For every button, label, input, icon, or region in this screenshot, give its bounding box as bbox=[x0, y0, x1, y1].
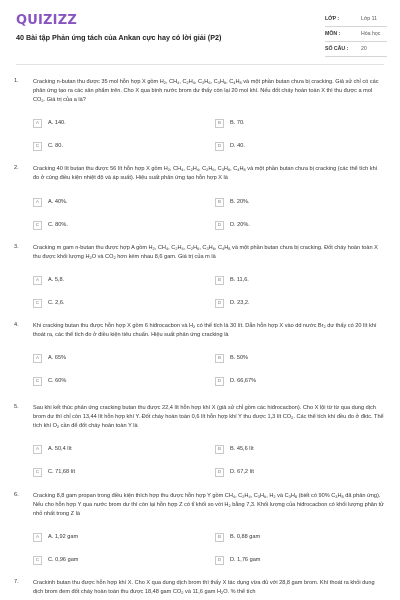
option-text: C. 0,96 gam bbox=[48, 557, 79, 563]
meta-value: Hóa học bbox=[361, 31, 381, 37]
option-letter-box[interactable]: C bbox=[33, 299, 42, 308]
meta-row-count bbox=[325, 42, 387, 57]
header bbox=[0, 0, 400, 62]
option-text: B. 20%. bbox=[230, 199, 250, 205]
option-c[interactable] bbox=[33, 554, 78, 566]
option-a[interactable] bbox=[33, 352, 66, 364]
option-letter-box[interactable]: D bbox=[215, 142, 224, 151]
option-letter-box[interactable]: B bbox=[215, 445, 224, 454]
option-b[interactable] bbox=[215, 117, 245, 129]
option-letter-box[interactable]: C bbox=[33, 556, 42, 565]
option-letter-box[interactable]: D bbox=[215, 556, 224, 565]
question-text: Cracking 40 lít butan thu được 56 lít hỗn hợp X gồm $H_2$, $CH_4$, $C_2H_4$, $C_2H_6$, $C_3H_6$, $C_4H_8$ và một phần butan chưa bị cracking (các thể tích khí đo ở cùng điều kiện nhiệt độ và áp suất). Hiệu suất phản ứng tạo hỗn hợp X là bbox=[33, 166, 378, 182]
option-text: C. 80. bbox=[48, 143, 63, 149]
question-number: 6. bbox=[14, 492, 19, 498]
option-letter-box[interactable]: A bbox=[33, 533, 42, 542]
option-c[interactable] bbox=[33, 466, 75, 478]
option-b[interactable] bbox=[215, 531, 260, 543]
option-b[interactable] bbox=[215, 443, 254, 455]
question-text: Crackinh butan thu được hỗn hợp khí X. Cho X qua dung dịch brom thì thấy X tác dụng vừa đủ với 28,8 gam brom. Khí thoát ra khỏi dung dịch brom đem đốt cháy hoàn toàn thu được 18,48 gam $CO_2$ và 11,6 gam $H_2O$. % thể tích bbox=[33, 580, 375, 596]
question-text: Sau khi kết thúc phản ứng cracking butan thu được 22,4 lít hỗn hợp khí X (giả sử chỉ gồm các hiđrocacbon). Cho X lội từ từ qua dung dịch brom dư thì chỉ còn 13,44 lít hỗn hợp khí Y. Đốt cháy hoàn toàn 0,6 lít hỗn hợp khí Y thu được 1,3 lít $CO_2$. Các thể tích khí đều đo ở đktc. Thể tích khí $O_2$ cần để đốt cháy hoàn toàn Y là bbox=[33, 405, 384, 430]
option-b[interactable] bbox=[215, 196, 250, 208]
meta-label: MÔN : bbox=[325, 31, 341, 37]
option-letter-box[interactable]: C bbox=[33, 221, 42, 230]
option-d[interactable] bbox=[215, 219, 250, 231]
option-b[interactable] bbox=[215, 352, 248, 364]
meta-table bbox=[325, 12, 387, 57]
question-number: 7. bbox=[14, 579, 19, 585]
question-number: 5. bbox=[14, 404, 19, 410]
option-letter-box[interactable]: C bbox=[33, 468, 42, 477]
option-letter-box[interactable]: C bbox=[33, 377, 42, 386]
option-text: B. 70. bbox=[230, 120, 245, 126]
option-letter-box[interactable]: D bbox=[215, 377, 224, 386]
meta-row-class bbox=[325, 12, 387, 27]
option-text: C. 60% bbox=[48, 378, 67, 384]
question-text: Khi cracking butan thu được hỗn hợp X gồm 6 hiđrocacbon và $H_2$ có thể tích là 30 lít. Dẫn hỗn hợp X vào dd nước $Br_2$ dư thấy có 20 lít khí thoát ra, các thể tích đo ở điều kiện tiêu chuẩn. Hiệu suất phản ứng cracking là bbox=[33, 323, 377, 339]
option-text: C. 80%. bbox=[48, 222, 68, 228]
option-a[interactable] bbox=[33, 274, 64, 286]
option-letter-box[interactable]: D bbox=[215, 221, 224, 230]
option-text: A. 50,4 lít bbox=[48, 446, 72, 452]
option-letter-box[interactable]: C bbox=[33, 142, 42, 151]
option-text: D. 40. bbox=[230, 143, 245, 149]
option-c[interactable] bbox=[33, 140, 63, 152]
option-letter-box[interactable]: B bbox=[215, 354, 224, 363]
option-letter-box[interactable]: A bbox=[33, 198, 42, 207]
option-text: A. 1,92 gam bbox=[48, 534, 79, 540]
option-letter-box[interactable]: B bbox=[215, 198, 224, 207]
option-letter-box[interactable]: A bbox=[33, 445, 42, 454]
option-d[interactable] bbox=[215, 297, 250, 309]
option-letter-box[interactable]: A bbox=[33, 119, 42, 128]
option-letter-box[interactable]: B bbox=[215, 119, 224, 128]
meta-label: LỚP : bbox=[325, 16, 340, 22]
option-c[interactable] bbox=[33, 375, 66, 387]
option-a[interactable] bbox=[33, 196, 68, 208]
option-letter-box[interactable]: B bbox=[215, 533, 224, 542]
option-d[interactable] bbox=[215, 554, 260, 566]
meta-value: Lớp 11 bbox=[361, 16, 377, 22]
question-text: Cracking m gam n-butan thu được hợp A gồm $H_2$, $CH_4$, $C_2H_4$, $C_2H_6$, $C_3H_6$, $C_4H_8$ và một phần butan chưa bị cracking. Đốt cháy hoàn toàn X thu được khối lượng $H_2O$ và $CO_2$ hơn kém nhau 8,6 gam. Giá trị của m là bbox=[33, 245, 378, 261]
option-a[interactable] bbox=[33, 117, 66, 129]
question-number: 2. bbox=[14, 165, 19, 171]
option-text: B. 0,88 gam bbox=[230, 534, 261, 540]
option-text: A. 5,8. bbox=[48, 277, 65, 283]
option-letter-box[interactable]: B bbox=[215, 276, 224, 285]
quizizz-logo[interactable]: QUIZIZZ bbox=[16, 13, 77, 28]
option-text: D. 1,76 gam bbox=[230, 557, 261, 563]
option-text: C. 71,68 lít bbox=[48, 469, 76, 475]
option-text: D. 23,2. bbox=[230, 300, 250, 306]
header-divider bbox=[16, 64, 384, 65]
option-a[interactable] bbox=[33, 531, 78, 543]
option-text: A. 40%. bbox=[48, 199, 68, 205]
option-letter-box[interactable]: A bbox=[33, 354, 42, 363]
option-letter-box[interactable]: D bbox=[215, 468, 224, 477]
option-d[interactable] bbox=[215, 140, 245, 152]
option-text: A. 140. bbox=[48, 120, 66, 126]
option-a[interactable] bbox=[33, 443, 72, 455]
option-c[interactable] bbox=[33, 297, 64, 309]
document-title: 40 Bài tập Phản ứng tách của Ankan cực hay có lời giải (P2) bbox=[16, 33, 222, 42]
option-text: D. 20%. bbox=[230, 222, 250, 228]
meta-row-subject bbox=[325, 27, 387, 42]
question-number: 3. bbox=[14, 244, 19, 250]
meta-label: SỐ CÂU : bbox=[325, 46, 349, 52]
option-d[interactable] bbox=[215, 466, 254, 478]
option-text: B. 45,6 lít bbox=[230, 446, 254, 452]
option-text: A. 65% bbox=[48, 355, 67, 361]
option-text: B. 50% bbox=[230, 355, 249, 361]
option-c[interactable] bbox=[33, 219, 68, 231]
meta-value: 20 bbox=[361, 46, 367, 52]
option-d[interactable] bbox=[215, 375, 256, 387]
option-b[interactable] bbox=[215, 274, 249, 286]
option-letter-box[interactable]: A bbox=[33, 276, 42, 285]
question-number: 1. bbox=[14, 78, 19, 84]
question-text: Cracking 8,8 gam propan trong điều kiện thích hợp thu được hỗn hợp Y gồm $CH_4$, $C_2H_4$, $C_3H_6$, $H_2$ và $C_3H_8$ (biết có 90% $C_3H_8$ đã phản ứng). Nếu cho hỗn hợp Y qua nước brom dư thì còn lại hỗn hợp Z có tỉ khối so với $H_2$ bằng 7,3. Khối lượng của hiđrocacbon có khối lượng phân tử nhỏ nhất trong Z là bbox=[33, 493, 384, 518]
question-text: Cracking n-butan thu được 35 mol hỗn hợp X gồm $H_2$, $CH_4$, $C_2H_4$, $C_2H_6$, $C_3H_6$, $C_4H_8$ và một phần butan chưa bị cracking. Giả sử chỉ có các phản ứng tạo ra các sản phẩm trên. Cho X qua bình nước brom dư thấy còn lại 20 mol khí. Nếu đốt cháy hoàn toàn X thì thu được a mol $CO_2$. Giá trị của a là? bbox=[33, 79, 379, 104]
option-text: D. 66,67% bbox=[230, 378, 257, 384]
option-text: D. 67,2 lít bbox=[230, 469, 254, 475]
option-letter-box[interactable]: D bbox=[215, 299, 224, 308]
question-number: 4. bbox=[14, 322, 19, 328]
option-text: C. 2,6. bbox=[48, 300, 65, 306]
option-text: B. 11,6. bbox=[230, 277, 249, 283]
